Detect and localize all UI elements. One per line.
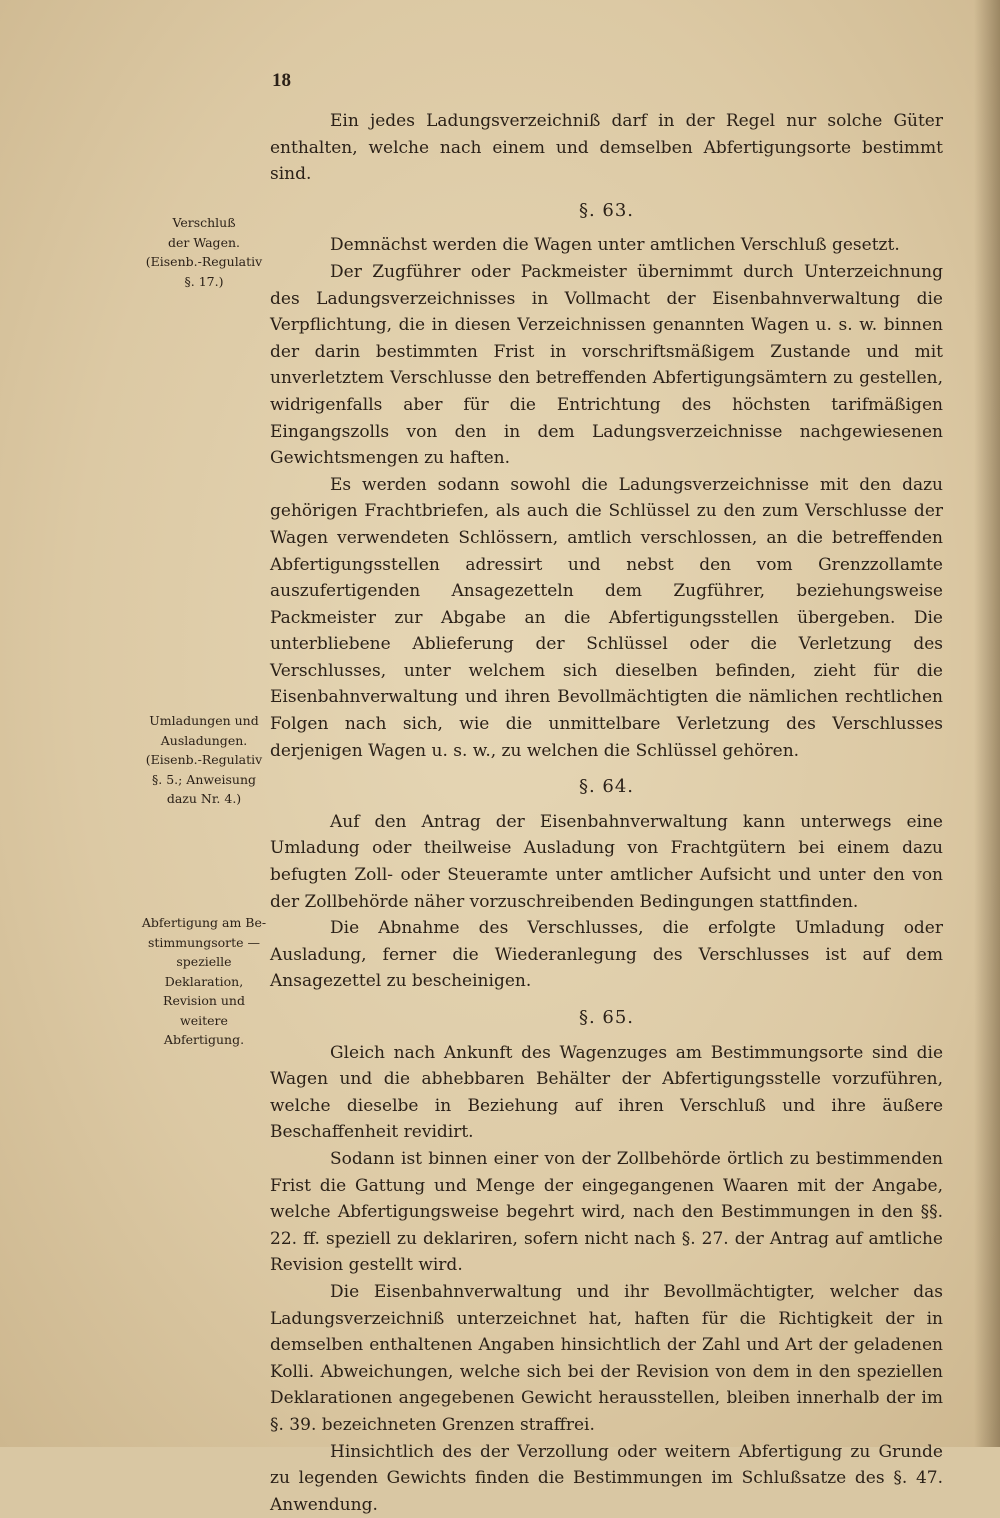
main-text-column xyxy=(270,108,943,1518)
margin-note-line: Verschluß xyxy=(140,213,268,233)
margin-note-65 xyxy=(140,913,268,1050)
margin-note-64 xyxy=(140,711,268,809)
margin-note-line: Abfertigung. xyxy=(140,1030,268,1050)
page-number: 18 xyxy=(272,70,291,92)
margin-note-63 xyxy=(140,213,268,291)
paragraph: Sodann ist binnen einer von der Zollbehörde örtlich zu bestimmenden Frist die Gattung und Menge der eingegangenen Waaren mit der Angabe, welche Abfertigungsweise begehrt wird, nach den Bestimmungen in den §§. 22. ff. speziell zu deklariren, sofern nicht nach §. 27. der Antrag auf amtliche Revision gestellt wird. xyxy=(270,1146,943,1279)
paragraph: Die Eisenbahnverwaltung und ihr Bevollmächtigter, welcher das Ladungsverzeichniß unterzeichnet hat, haften für die Richtigkeit der in demselben enthaltenen Angaben hinsichtlich der Zahl und Art der geladenen Kolli. Abweichungen, welche sich bei der Revision von dem in den speziellen Deklarationen angegebenen Gewicht herausstellen, bleiben innerhalb der im §. 39. bezeichneten Grenzen straffrei. xyxy=(270,1279,943,1439)
paragraph: Gleich nach Ankunft des Wagenzuges am Bestimmungsorte sind die Wagen und die abhebbaren Behälter der Abfertigungsstelle vorzuführen, welche dieselbe in Beziehung auf ihren Verschluß und ihre äußere Beschaffenheit revidirt. xyxy=(270,1040,943,1146)
paragraph: Auf den Antrag der Eisenbahnverwaltung kann unterwegs eine Umladung oder theilweise Ausladung von Frachtgütern bei einem dazu befugten Zoll- oder Steueramte unter amtlicher Aufsicht und unter den von der Zollbehörde näher vorzuschreibenden Bedingungen stattfinden. xyxy=(270,809,943,915)
page-edge-shadow xyxy=(974,0,1000,1447)
margin-note-line: (Eisenb.-Regulativ xyxy=(140,750,268,770)
margin-note-line: Umladungen und xyxy=(140,711,268,731)
margin-note-line: Abfertigung am Be- xyxy=(140,913,268,933)
paragraph: Der Zugführer oder Packmeister übernimmt durch Unterzeichnung des Ladungsverzeichnisses in Vollmacht der Eisenbahnverwaltung die Verpflichtung, die in diesen Verzeichnissen genannten Wagen u. s. w. binnen der darin bestimmten Frist in vorschriftsmäßigem Zustande und mit unverletztem Verschlusse den betreffenden Abfertigungsämtern zu gestellen, widrigenfalls aber für die Entrichtung des höchsten tarifmäßigen Eingangszolls von den in dem Ladungsverzeichnisse nachgewiesenen Gewichtsmengen zu haften. xyxy=(270,259,943,472)
margin-note-line: §. 5.; Anweisung xyxy=(140,770,268,790)
margin-note-line: (Eisenb.-Regulativ xyxy=(140,252,268,272)
paragraph: Die Abnahme des Verschlusses, die erfolgte Umladung oder Ausladung, ferner die Wiederanlegung des Verschlusses ist auf dem Ansagezettel zu bescheinigen. xyxy=(270,915,943,995)
margin-note-line: stimmungsorte — xyxy=(140,933,268,953)
margin-note-line: Revision und weitere xyxy=(140,991,268,1030)
margin-note-line: spezielle Deklaration, xyxy=(140,952,268,991)
section-heading-63: §. 63. xyxy=(270,198,943,225)
margin-note-line: dazu Nr. 4.) xyxy=(140,789,268,809)
margin-note-line: §. 17.) xyxy=(140,272,268,292)
section-heading-64: §. 64. xyxy=(270,774,943,801)
margin-note-line: der Wagen. xyxy=(140,233,268,253)
paragraph: Hinsichtlich des der Verzollung oder weitern Abfertigung zu Grunde zu legenden Gewichts finden die Bestimmungen im Schlußsatze des §. 47. Anwendung. xyxy=(270,1439,943,1518)
intro-paragraph: Ein jedes Ladungsverzeichniß darf in der Regel nur solche Güter enthalten, welche nach einem und demselben Abfertigungsorte bestimmt sind. xyxy=(270,108,943,188)
paragraph: Demnächst werden die Wagen unter amtlichen Verschluß gesetzt. xyxy=(270,232,943,259)
margin-note-line: Ausladungen. xyxy=(140,731,268,751)
paragraph: Es werden sodann sowohl die Ladungsverzeichnisse mit den dazu gehörigen Frachtbriefen, als auch die Schlüssel zu den zum Verschlusse der Wagen verwendeten Schlössern, amtlich verschlossen, an die betreffenden Abfertigungsstellen adressirt und nebst den vom Grenzzollamte auszufertigenden Ansagezetteln dem Zugführer, beziehungsweise Packmeister zur Abgabe an die Abfertigungsstellen übergeben. Die unterbliebene Ablieferung der Schlüssel oder die Verletzung des Verschlusses, unter welchem sich dieselben befinden, zieht für die Eisenbahnverwaltung und ihren Bevollmächtigten die nämlichen rechtlichen Folgen nach sich, wie die unmittelbare Verletzung des Verschlusses derjenigen Wagen u. s. w., zu welchen die Schlüssel gehören. xyxy=(270,472,943,765)
section-heading-65: §. 65. xyxy=(270,1005,943,1032)
